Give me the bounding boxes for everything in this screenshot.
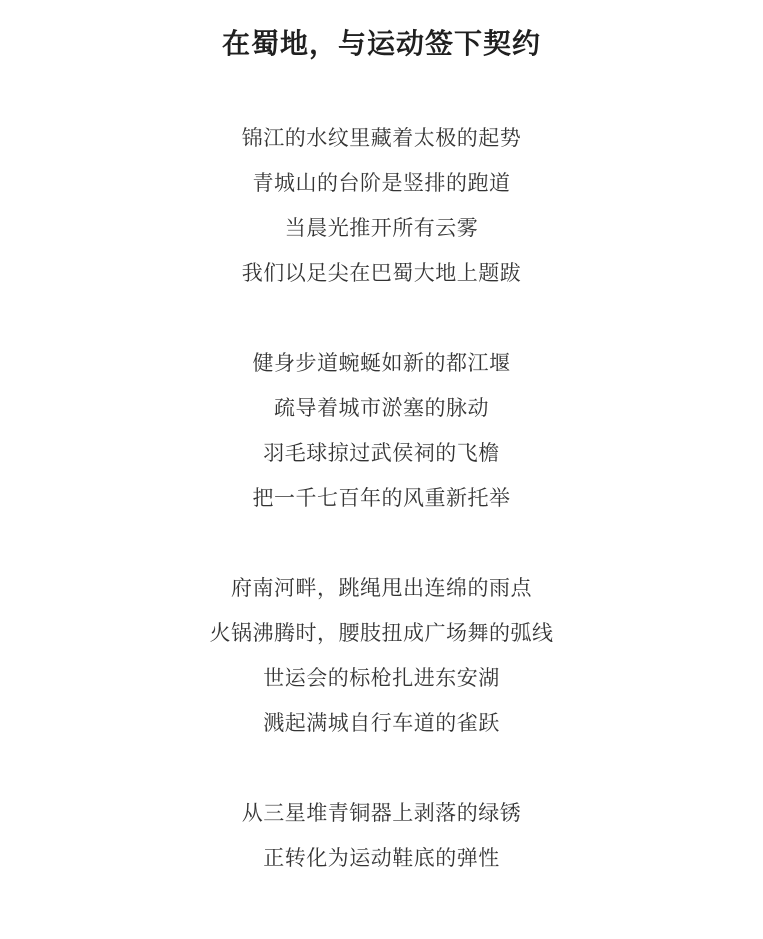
poem-line: 把一千七百年的风重新托举 [252,487,511,510]
poem-line: 羽毛球掠过武侯祠的飞檐 [263,442,500,465]
poem-stanza-4 [0,791,763,881]
poem-line: 从三星堆青铜器上剥落的绿锈 [241,802,522,825]
poem-line: 青城山的台阶是竖排的跑道 [252,172,511,195]
poem-stanza-3 [0,566,763,746]
poem-line: 健身步道蜿蜒如新的都江堰 [252,352,511,375]
poem-stanza-1 [0,116,763,296]
poem-title: 在蜀地，与运动签下契约 [221,28,541,59]
poem-line: 疏导着城市淤塞的脉动 [274,397,489,420]
poem-line: 当晨光推开所有云雾 [284,217,479,240]
poem-body [0,116,763,881]
poem-line: 正转化为运动鞋底的弹性 [263,847,500,870]
poem-line: 火锅沸腾时，腰肢扭成广场舞的弧线 [209,622,554,645]
poem-line: 溅起满城自行车道的雀跃 [263,712,500,735]
poem-line: 世运会的标枪扎进东安湖 [263,667,500,690]
poem-line: 府南河畔，跳绳甩出连绵的雨点 [231,577,532,600]
poem-line: 锦江的水纹里藏着太极的起势 [241,127,522,150]
poem-line: 我们以足尖在巴蜀大地上题跋 [241,262,522,285]
poem-stanza-2 [0,341,763,521]
poem-page [0,27,763,939]
